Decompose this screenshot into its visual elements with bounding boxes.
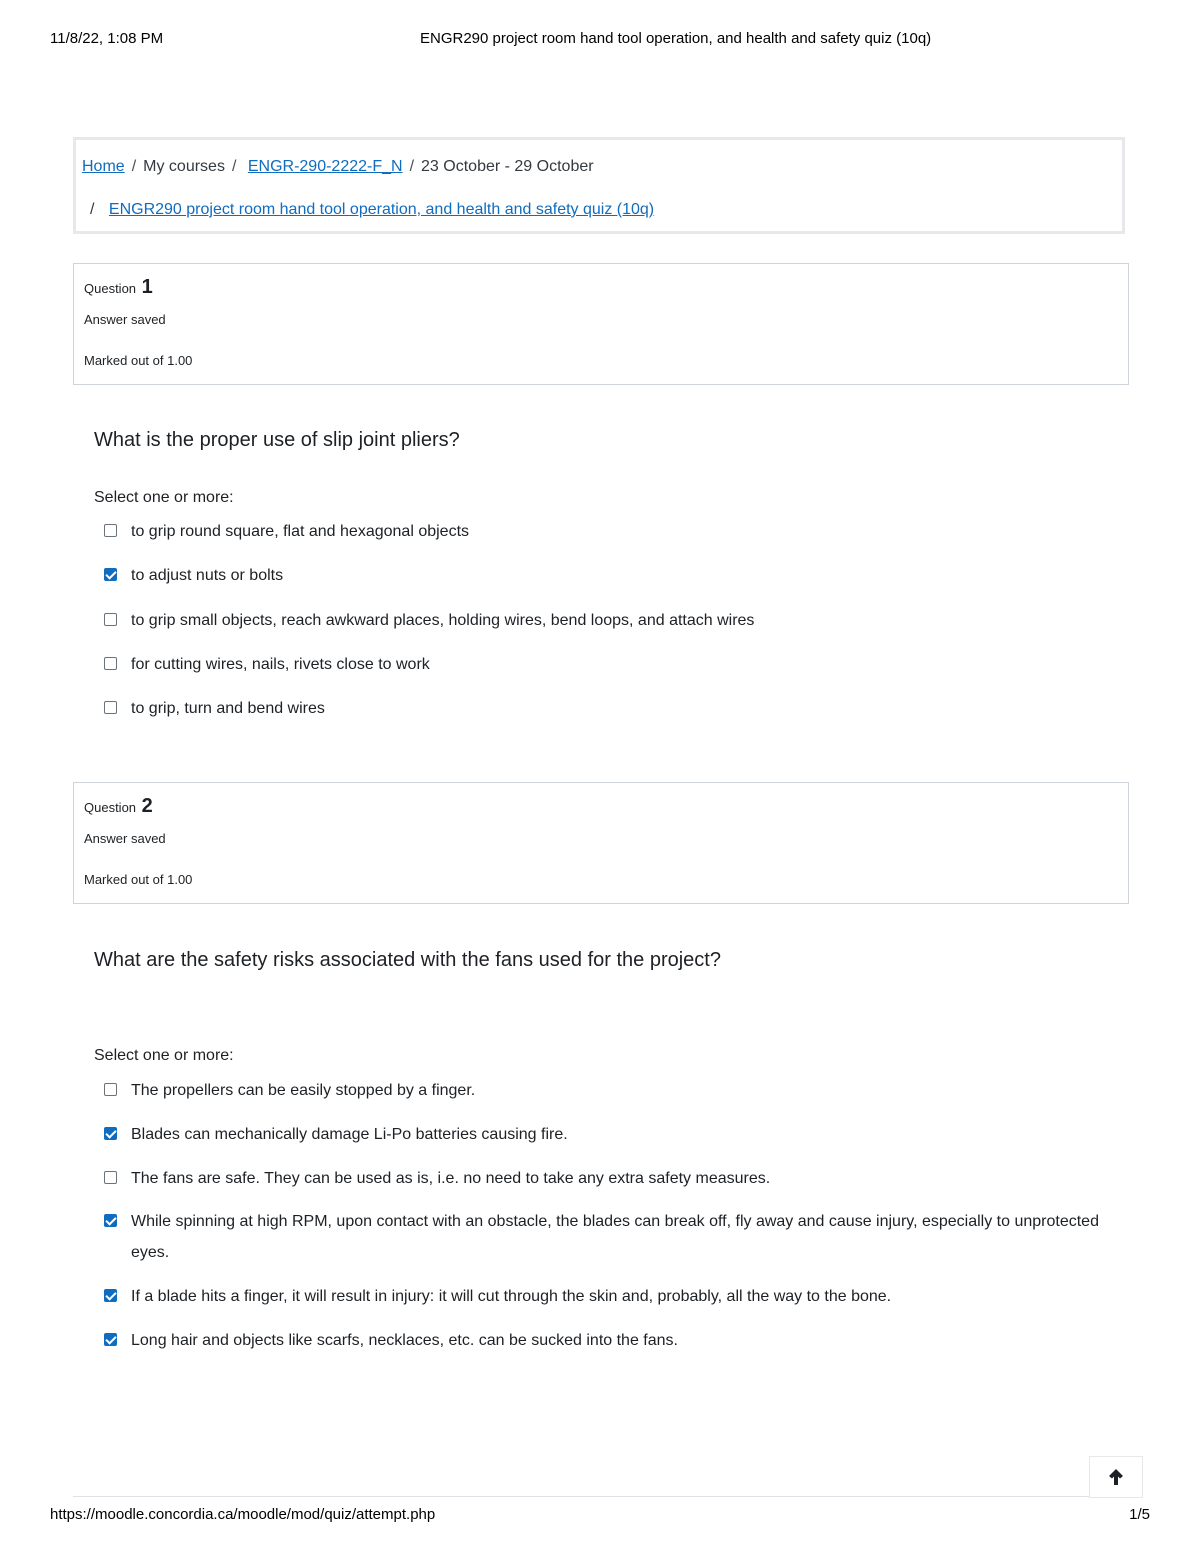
- print-url: https://moodle.concordia.ca/moodle/mod/quiz/attempt.php: [50, 1506, 436, 1523]
- question-2-text: What are the safety risks associated with the fans used for the project?: [94, 949, 721, 971]
- answer-option-label: While spinning at high RPM, upon contact with an obstacle, the blades can break off, fly away and cause injury, especially to unprotected eyes.: [131, 1213, 1099, 1261]
- back-to-top-button[interactable]: [1089, 1456, 1143, 1498]
- question-state: Answer saved: [84, 831, 166, 846]
- question-1-info: [73, 263, 1129, 385]
- breadcrumb-my-courses: My courses: [143, 158, 225, 175]
- checkbox[interactable]: [104, 613, 117, 626]
- breadcrumb-row: [82, 158, 594, 176]
- breadcrumb-quiz-link[interactable]: ENGR290 project room hand tool operation, and health and safety quiz (10q): [108, 201, 655, 218]
- print-title: ENGR290 project room hand tool operation, and health and safety quiz (10q): [420, 30, 932, 47]
- question-label: Question: [84, 281, 137, 296]
- checkbox[interactable]: [104, 1171, 117, 1184]
- print-date: 11/8/22, 1:08 PM: [50, 30, 164, 47]
- breadcrumb-separator: /: [409, 158, 415, 175]
- answer-option-label: to adjust nuts or bolts: [131, 567, 284, 584]
- checkbox[interactable]: [104, 701, 117, 714]
- breadcrumb-home-link[interactable]: Home: [82, 158, 125, 175]
- answer-option-label: for cutting wires, nails, rivets close to work: [131, 656, 430, 673]
- answer-option-label: to grip small objects, reach awkward places, holding wires, bend loops, and attach wires: [131, 612, 755, 629]
- answer-option-label: Blades can mechanically damage Li-Po batteries causing fire.: [131, 1126, 568, 1143]
- answer-option-label: to grip round square, flat and hexagonal objects: [131, 523, 470, 540]
- question-1-prompt: Select one or more:: [94, 489, 234, 506]
- question-number-value: 2: [141, 795, 153, 817]
- question-number-value: 1: [141, 276, 153, 298]
- breadcrumb-separator: /: [90, 201, 95, 218]
- checkbox[interactable]: [104, 1083, 117, 1096]
- breadcrumb-separator: /: [231, 158, 237, 175]
- breadcrumb-section: 23 October - 29 October: [421, 158, 594, 175]
- question-label: Question: [84, 800, 137, 815]
- question-grade: Marked out of 1.00: [84, 353, 193, 368]
- question-number: [84, 276, 153, 299]
- question-2-info: [73, 782, 1129, 904]
- footer-divider: [73, 1496, 1089, 1497]
- checkbox-checked[interactable]: [104, 1214, 117, 1227]
- answer-option-label: If a blade hits a finger, it will result in injury: it will cut through the skin and, probably, all the way to the bone.: [131, 1288, 892, 1305]
- checkbox[interactable]: [104, 657, 117, 670]
- print-page-number: 1/5: [1129, 1506, 1150, 1523]
- checkbox[interactable]: [104, 524, 117, 537]
- checkbox-checked[interactable]: [104, 1333, 117, 1346]
- question-2-prompt: Select one or more:: [94, 1047, 234, 1064]
- print-header: [50, 30, 1150, 50]
- breadcrumb: [73, 137, 1125, 234]
- question-grade: Marked out of 1.00: [84, 872, 193, 887]
- question-state: Answer saved: [84, 312, 166, 327]
- arrow-up-icon: [1108, 1468, 1124, 1486]
- print-footer: [50, 1506, 1150, 1526]
- checkbox-checked[interactable]: [104, 1127, 117, 1140]
- breadcrumb-course-link[interactable]: ENGR-290-2222-F_N: [247, 158, 403, 175]
- question-number: [84, 795, 153, 818]
- answer-option-label: The fans are safe. They can be used as is, i.e. no need to take any extra safety measures.: [131, 1170, 771, 1187]
- answer-option-label: to grip, turn and bend wires: [131, 700, 325, 717]
- checkbox-checked[interactable]: [104, 568, 117, 581]
- breadcrumb-row: [90, 201, 654, 219]
- checkbox-checked[interactable]: [104, 1289, 117, 1302]
- answer-option-label: Long hair and objects like scarfs, necklaces, etc. can be sucked into the fans.: [131, 1332, 678, 1349]
- question-1-text: What is the proper use of slip joint pliers?: [94, 429, 460, 451]
- breadcrumb-separator: /: [131, 158, 137, 175]
- answer-option-label: The propellers can be easily stopped by a finger.: [131, 1082, 476, 1099]
